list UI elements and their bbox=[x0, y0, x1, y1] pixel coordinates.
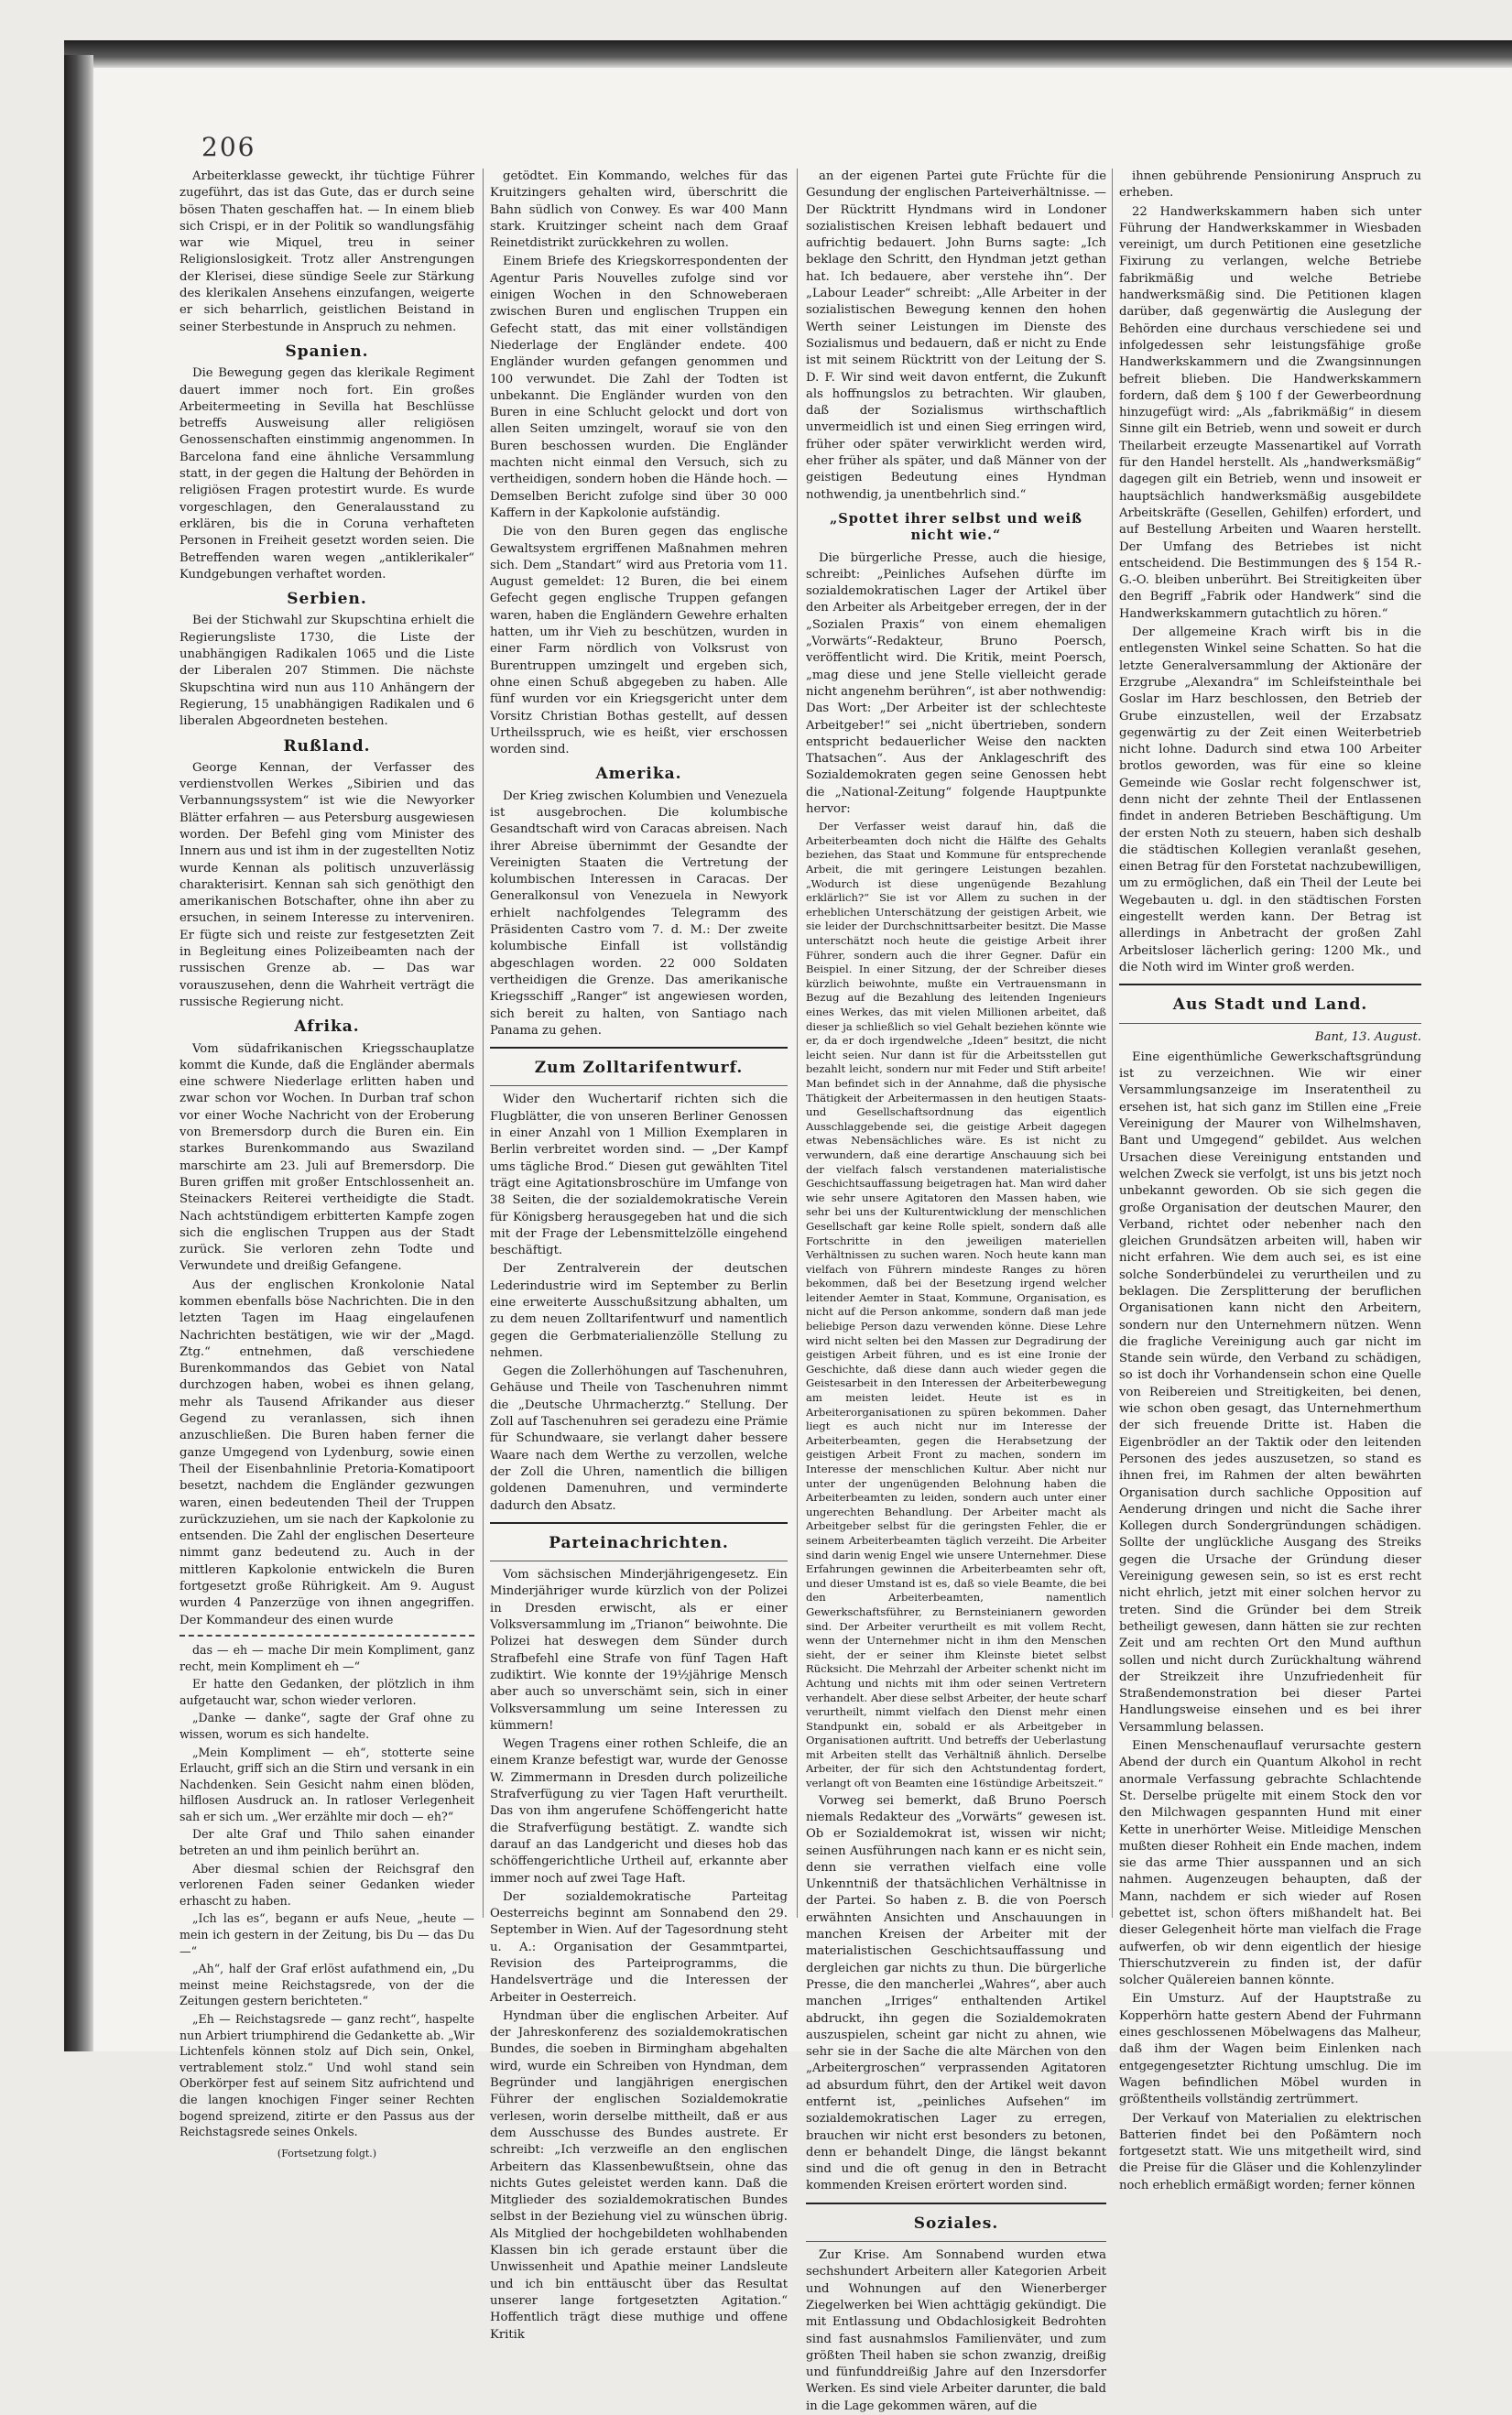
article-paragraph: Der Krieg zwischen Kolumbien und Venezuela ist ausgebrochen. Die kolumbische Gesandtschaft wird von Caracas abreisen. Nach ihrer Abreise übernimmt der Gesandte der Vereinigten Staaten die Vertretung der kolumbischen Interessen in Caracas. Der Generalkonsul von Venezuela in Newyork erhielt nachfolgendes Telegramm des Präsidenten Castro vom 7. d. M.: Der zweite kolumbische Einfall ist vollständig abgeschlagen worden. 22 000 Soldaten vertheidigen die Grenze. Das amerikanische Kriegsschiff „Ranger“ ist angewiesen worden, sich bereit zu halten, von Santiago nach Panama zu gehen. bbox=[490, 789, 788, 1038]
article-paragraph: an der eigenen Partei gute Früchte für die Gesundung der englischen Parteiverhältnisse. — Der Rücktritt Hyndmans wird in Londoner sozialistischen Kreisen lebhaft bedauert und aufrichtig bedauert. John Burns sagte: „Ich beklage den Schritt, den Hyndman jetzt gethan hat. Ich bedauere, aber verstehe ihn“. Der „Labour Leader“ schreibt: „Alle Arbeiter in der sozialistischen Bewegung kennen den hohen Werth seiner Leistungen im Dienste des Sozialismus und bedauern, daß er nicht zu Ende ist mit seinem Rücktritt von der Leitung der S. D. F. Wir sind weit davon entfernt, die Zukunft als hoffnungslos zu betrachten. Wir glauben, daß der Sozialismus wirthschaftlich unvermeidlich ist und einen Sieg erringen wird, früher oder später verwirklicht werden wird, eher früher als später, und daß Männer von der geistigen Bedeutung eines Hyndman nothwendig, ja unentbehrlich sind.“ bbox=[806, 169, 1106, 502]
article-paragraph: Aus der englischen Kronkolonie Natal kommen ebenfalls böse Nachrichten. Die in den letzten Tagen im Haag eingelaufenen Nachrichten bestätigen, wie wir der „Magd. Ztg.“ entnehmen, daß verschiedene Burenkommandos das Gebiet von Natal durchzogen haben, wobei es ihnen gelang, mehr als Tausend Afrikander aus dieser Gegend zu veranlassen, sich ihnen anzuschließen. Die Buren haben ferner die ganze Umgegend von Lydenburg, sowie einen Theil der Eisenbahnlinie Pretoria-Komatipoort besetzt, nachdem die Engländer gezwungen waren, einen bedeutenden Theil der Truppen zurückzuziehen, um sie nach der Kapkolonie zu entsenden. Die Zahl der englischen Deserteure nimmt ganz bedeutend zu. Auch in der mittleren Kapkolonie entwickeln die Buren fortgesetzt große Rührigkeit. Am 9. August wurden 4 Panzerzüge von ihnen angegriffen. Der Kommandeur des einen wurde bbox=[179, 1278, 474, 1627]
quoted-excerpt bbox=[806, 820, 1106, 1790]
feuilleton-paragraph: Aber diesmal schien der Reichsgraf den verlorenen Faden seiner Gedanken wieder erhascht zu haben. bbox=[179, 1861, 474, 1908]
feuilleton-divider bbox=[179, 1635, 474, 1637]
section-heading-russland: Rußland. bbox=[283, 736, 371, 756]
scan-shadow bbox=[64, 40, 1512, 68]
article-paragraph: Die von den Buren gegen das englische Gewaltsystem ergriffenen Maßnahmen mehren sich. Dem „Standart“ wird aus Pretoria vom 11. August gemeldet: 12 Buren, die bei einem Gefecht gegen englische Truppen gefangen waren, haben die Engländern Gewehre erhalten hatten, um ihr Vieh zu beschützen, wurden in einer Farm nördlich von Volksrust von Burentruppen umzingelt und ergeben sich, ohne einen Schuß abgegeben zu haben. Alle fünf wurden vor ein Kriegsgericht unter dem Vorsitz Christian Bothas gestellt, auf dessen Urtheilsspruch, wie es heißt, vier erschossen worden sind. bbox=[490, 525, 788, 757]
article-paragraph: Der allgemeine Krach wirft bis in die entlegensten Winkel seine Schatten. So hat die letzte Generalversammlung der Aktionäre der Erzgrube „Alexandra“ im Schleifsteinthale bei Goslar im Harz beschlossen, den Betrieb der Grube einzustellen, weil der Erzabsatz gegenwärtig zu der Zeit einen Weiterbetrieb nicht lohne. Dadurch sind etwa 100 Arbeiter brotlos geworden, was für eine so kleine Gemeinde wie Goslar recht folgenschwer ist, denn nicht der zehnte Theil der Entlassenen findet in anderen Betrieben Beschäftigung. Um der ersten Noth zu steuern, haben sich deshalb die städtischen Kollegien veranlaßt gesehen, einen Betrag für den Forstetat nachzubewilligen, um zu ermöglichen, daß ein Theil der Leute bei Wegebauten u. dgl. in den städtischen Forsten eingestellt werden kann. Der Betrag ist allerdings in Anbetracht der großen Zahl Arbeitsloser lächerlich gering: 1200 Mk., und die Noth wird im Winter groß werden. bbox=[1119, 626, 1421, 974]
feuilleton-paragraph: Der alte Graf und Thilo sahen einander betreten an und ihm peinlich berührt an. bbox=[179, 1827, 474, 1858]
column-rule bbox=[1112, 169, 1113, 1918]
article-paragraph: getödtet. Ein Kommando, welches für das Kruitzingers gehalten wird, überschritt die Bahn südlich von Conwey. Es war 400 Mann stark. Kruitzinger scheint nach dem Graaf Reinetdistrikt zurückkehren zu wollen. bbox=[490, 169, 788, 251]
column-rule bbox=[797, 169, 798, 1918]
article-paragraph: Wider den Wuchertarif richten sich die Flugblätter, die von unseren Berliner Genossen in einer Anzahl von 1 Million Exemplaren in Berlin verbreitet worden sind. — „Der Kampf ums tägliche Brod.“ Diesen gut gewählten Titel trägt eine Agitationsbroschüre im Umfange von 38 Seiten, die der sozialdemokratische Verein für Königsberg herausgegeben hat und die sich mit der Frage der Lebensmittelzölle eingehend beschäftigt. bbox=[490, 1093, 788, 1258]
feuilleton bbox=[179, 1642, 474, 2162]
continuation-note: (Fortsetzung folgt.) bbox=[277, 2147, 377, 2159]
article-paragraph: Der Zentralverein der deutschen Lederindustrie wird im September zu Berlin eine erweiterte Ausschußsitzung abhalten, um zu dem neuen Zolltarifentwurf und namentlich gegen die Gerbmaterialienzölle Stellung zu nehmen. bbox=[490, 1262, 788, 1360]
section-heading-afrika: Afrika. bbox=[294, 1017, 360, 1037]
article-paragraph: Eine eigenthümliche Gewerkschaftsgründung ist zu verzeichnen. Wie wir einer Versammlungsanzeige im Inseratentheil zu ersehen ist, hat sich ganz im Stillen eine „Freie Vereinigung der Maurer von Wilhelmshaven, Bant und Umgegend“ gebildet. Aus welchen Ursachen diese Vereinigung entstanden und welchen Zweck sie verfolgt, ist uns bis jetzt noch unbekannt geworden. Ob sie sich gegen die große Organisation der deutschen Maurer, den Verband, richtet oder nebenher nach den gleichen Grundsätzen arbeiten will, haben wir nicht erfahren. Wie dem auch sei, es ist eine solche Sonderbündelei zu verurtheilen und zu beklagen. Die Zersplitterung der beruflichen Organisationen kann nicht den Arbeitern, sondern nur den Unternehmern nützen. Wenn die fragliche Vereinigung auch gar nicht im Stande sein würde, den Verband zu schädigen, so ist doch ihr Vorhandensein schon eine Quelle von Reibereien und Streitigkeiten, bei denen, wie schon oben gesagt, das Unternehmerthum der sich freuende Dritte ist. Haben die Eigenbrödler an der Taktik oder den leitenden Personen des jedes auszusetzen, so stand es ihnen frei, im Rahmen der alten bewährten Organisation durch sachliche Opposition auf Aenderung dringen und nicht die Sache ihrer Kollegen durch Sondergründungen schädigen. Sollte der unglückliche Ausgang des Streiks gegen die Ursache der Gründung dieser Vereinigung gewesen sein, so ist es erst recht nicht ehrlich, jetzt mit einer solchen hervor zu treten. Sind die Gründer bei dem Streik betheiligt gewesen, dann hätten sie zur rechten Zeit und am rechten Ort den Mund aufthun sollen und nicht durch Zurückhaltung während der Streikzeit ihre Unzufriedenheit für Straßendemonstration bei dieser Partei Handlungsweise einsehen und es bei ihrer Versammlung belassen. bbox=[1119, 1050, 1421, 1735]
article-paragraph: 22 Handwerkskammern haben sich unter Führung der Handwerkskammer in Wiesbaden vereinigt, um durch Petitionen eine gesetzliche Fixirung zu verlangen, welche Betriebe fabrikmäßig und welche Betriebe handwerksmäßig sind. Die Petitionen klagen darüber, daß gegenwärtig die Auslegung der Behörden eine durchaus verschiedene sei und infolgedessen sehr leistungsfähige große Handwerkskammern und die Zwangsinnungen befreit blieben. Die Handwerkskammern fordern, daß dem § 100 f der Gewerbeordnung hinzugefügt wird: „Als „fabrikmäßig“ in diesem Sinne gilt ein Betrieb, wenn und soweit er durch Theilarbeit erzeugte Massenartikel auf Vorrath für den Handel herstellt. Als „handwerksmäßig“ dagegen gilt ein Betrieb, wenn und insoweit er hauptsächlich handwerksmäßig ausgebildete Arbeitskräfte (Gesellen, Gehilfen) erfordert, und auf Bestellung Arbeiten und Waaren herstellt. Der Umfang des Betriebes ist nicht entscheidend. Die Bestimmungen des § 154 R.-G.-O. bleiben unberührt. Bei Streitigkeiten über den Begriff „Fabrik oder Handwerk“ sind die Handwerkskammern gutachtlich zu hören.“ bbox=[1119, 204, 1421, 621]
quoted-paragraph: Der Verfasser weist darauf hin, daß die Arbeiterbeamten doch nicht die Hälfte des Gehalts beziehen, das Staat und Kommune für entsprechende Arbeit, die mit geringere Leistungen bezahlen. „Wodurch ist diese ungenügende Bezahlung erklärlich?“ Sie ist vor Allem zu suchen in der erheblichen Unterschätzung der geistigen Arbeit, wie sie leider der Durchschnittsarbeiter besitzt. Die Masse unterschätzt noch heute die geistige Arbeit ihrer Führer, sondern auch die ihrer Gegner. Dafür ein Beispiel. In einer Sitzung, der der Schreiber dieses kürzlich beiwohnte, mußte ein Vertrauensmann in Bezug auf die Bezahlung des leitenden Ingenieurs eines Werkes, das mit vielen Millionen arbeitet, daß dieser ja schließlich so viel Gehalt beziehen könnte wie er, da er doch irgendwelche „Ideen“ besitzt, die nicht leicht seien. Nur dann ist für die Arbeitsstellen gut bezahlt leicht, sondern nur mit Feder und Stift arbeite! Man befindet sich in der Annahme, daß die physische Thätigkeit der Arbeitermassen in den heutigen Staats- und Gesellschaftsordnung das eigentlich Ausschlaggebende sei, die geistige Arbeit dagegen etwas Nebensächliches wäre. Es ist nicht zu verwundern, daß eine derartige Anschauung sich bei der vielfach falsch verstandenen materialistische Geschichtsauffassung beigetragen hat. Man wird daher wie sehr unsere Agitatoren den Massen haben, wie sehr bei uns der Kulturentwicklung der menschlichen Gesellschaft gar keine Rolle spielt, sondern daß alle Fortschritte in den jeweiligen materiellen Verhältnissen zu suchen waren. Noch heute kann man vielfach von Führern mindeste Ranges zu hören bekommen, daß bei der Besetzung irgend welcher leitender Aemter in Staat, Kommune, Organisation, es nicht auf die Person ankomme, sondern daß man jede beliebige Person dazu verwenden könne. Diese Lehre wird nicht selten bei den Massen zur Degradirung der geistigen Arbeit führen, und es ist eine Ironie der Geschichte, daß diese dann auch wieder gegen die Geistesarbeit in den Interessen der Arbeiterbewegung am meisten leidet. Heute ist es in Arbeiterorganisationen zu spüren bekommen. Daher liegt es auch nicht nur im Interesse der Arbeiterbeamten, gegen die Herabsetzung der geistigen Arbeit Front zu machen, sondern im Interesse der menschlichen Kultur. Aber nicht nur unter der ungenügenden Belohnung haben die Arbeiterbeamten zu leiden, sondern auch unter einer ungerechten Behandlung. Der Arbeiter macht als Arbeitgeber selbst für die geringsten Fehler, die er seinem Arbeiterbeamten täglich verzeiht. Die Arbeiter sind darin wenig Engel wie unsere Unternehmer. Diese Erfahrungen gewinnen die Arbeiterbeamten sehr oft, und dieser Umstand ist es, daß so viele Beamte, die bei den Arbeiterbeamten, namentlich Gewerkschaftsführer, zu Bernsteinianern geworden sind. Der Arbeiter verurtheilt es mit vollem Recht, wenn der Unternehmer nicht in ihm den Menschen sieht, der er seiner ihm Kleinste bietet selbst Rücksicht. Die Mehrzahl der Arbeiter schenkt nicht im Achtung und nichts mit ihm oder seinen Vertretern verhandelt. Aber diese selbst Arbeiter, der heute scharf verurtheilt, nimmt vielfach den Dienst mehr einen Standpunkt ein, sobald er als Arbeitgeber in Organisationen auftritt. Und betreffs der Ueberlastung mit Arbeiten stellt das Verhältniß ähnlich. Derselbe Arbeiter, der für sich den Achtstundentag fordert, verlangt oft von Beamten eine 16stündige Arbeitszeit.“ bbox=[806, 820, 1106, 1790]
column-1 bbox=[179, 169, 474, 2159]
section-heading-serbien: Serbien. bbox=[287, 590, 367, 609]
feuilleton-paragraph: das — eh — mache Dir mein Kompliment, ganz recht, mein Kompliment eh —“ bbox=[179, 1642, 474, 1673]
article-paragraph: Einem Briefe des Kriegskorrespondenten der Agentur Paris Nouvelles zufolge sind vor einigen Wochen in den Schnoweberaen zwischen Buren und englischen Truppen ein Gefecht statt, das mit einer vollständigen Niederlage der Engländer endete. 400 Engländer wurden gefangen genommen und 100 verwundet. Die Zahl der Todten ist unbekannt. Die Engländer wurden von den Buren in eine Schlucht gelockt und dort von allen Seiten umzingelt, worauf sie von den Buren beschossen wurden. Die Engländer machten nicht einmal den Versuch, sich zu vertheidigen, sondern hoben die Hände hoch. — Demselben Bericht zufolge sind über 30 000 Kaffern in der Kapkolonie aufständig. bbox=[490, 255, 788, 520]
article-paragraph: Hyndman über die englischen Arbeiter. Auf der Jahreskonferenz des sozialdemokratischen Bundes, die soeben in Birmingham abgehalten wird, wurde ein Schreiben von Hyndman, dem Begründer und langjährigen energischen Führer der englischen Sozialdemokratie verlesen, worin derselbe mittheilt, daß er aus dem Ausschusse des Bundes austrete. Er schreibt: „Ich verzweifle an den englischen Arbeitern das Klassenbewußtsein, ohne das nichts Gutes geleistet werden kann. Daß die Mitglieder des sozialdemokratischen Bundes selbst in der Beziehung viel zu wünschen übrig. Als Mitglied der hochgebildeten wohlhabenden Klassen bin ich gerade erstaunt über die Unwissenheit und Apathie meiner Landsleute und ich bin enttäuscht über das Resultat unserer lange fortgesetzten Agitation.“ Hoffentlich trägt diese muthige und offene Kritik bbox=[490, 2008, 788, 2342]
section-heading-stadt-land: Aus Stadt und Land. bbox=[1172, 995, 1368, 1015]
article-paragraph: George Kennan, der Verfasser des verdienstvollen Werkes „Sibirien und das Verbannungssystem“ ist wie die Newyorker Blätter erfahren — aus Petersburg ausgewiesen worden. Der Befehl ging vom Minister des Innern aus und ist ihm in der zugestellten Notiz wurde Kennan als politisch unzuverlässig charakterisirt. Kennan sah sich genöthigt den amerikanischen Botschafter, ohne ihn aber zu ersuchen, in seinem Interesse zu interveniren. Er fügte sich und reiste zur festgesetzten Zeit in Begleitung eines Polizeibeamten nach der russischen Grenze ab. — Das war vorauszusehen, denn die Wahrheit verträgt die russische Regierung nicht. bbox=[179, 760, 474, 1009]
section-heading-spanien: Spanien. bbox=[285, 342, 369, 361]
article-paragraph: Zur Krise. Am Sonnabend wurden etwa sechshundert Arbeitern aller Kategorien Arbeit und Wohnungen auf den Wienerberger Ziegelwerken bei Wien achttägig gekündigt. Die mit Entlassung und Obdachlosigkeit Bedrohten sind fast ausnahmslos Familienväter, und zum größten Theil haben sie schon zwanzig, dreißig und fünfunddreißig Jahre auf den Inzersdorfer Werken. Es sind viele Arbeiter darunter, die bald in die Lage gekommen wären, auf die bbox=[806, 2248, 1106, 2413]
feuilleton-paragraph: „Ich las es“, begann er aufs Neue, „heute — mein ich gestern in der Zeitung, bis Du — das Du —“ bbox=[179, 1911, 474, 1958]
feuilleton-paragraph: Er hatte den Gedanken, der plötzlich in ihm aufgetaucht war, schon wieder verloren. bbox=[179, 1677, 474, 1707]
article-paragraph: Ein Umsturz. Auf der Hauptstraße zu Kopperhörn hatte gestern Abend der Fuhrmann eines geschlossenen Möbelwagens das Malheur, daß ihm der Wagen beim Einlenken nach entgegengesetzter Richtung umschlug. Die im Wagen befindlichen Möbel wurden in größtentheils vollständig zertrümmert. bbox=[1119, 1992, 1421, 2107]
section-box-partei bbox=[490, 1522, 788, 1561]
article-paragraph: Der Verkauf von Materialien zu elektrischen Batterien findet bei den Poßämtern noch fortgesetzt statt. Wie uns mitgetheilt wird, sind die Preise für die Gläser und die Kohlenzylinder noch erheblich ermäßigt worden; ferner können bbox=[1119, 2111, 1421, 2192]
article-paragraph: Die bürgerliche Presse, auch die hiesige, schreibt: „Peinliches Aufsehen dürfte im sozialdemokratischen Lager der Artikel über den Arbeiter als Arbeitgeber erregen, der in der „Sozialen Praxis“ von einem ehemaligen „Vorwärts“-Redakteur, Bruno Poersch, veröffentlicht wird. Die Kritik, meint Poersch, „mag diese und jene Stelle vielleicht gerade nicht angenehm berühren“, ist aber nothwendig: Das Wort: „Der Arbeiter ist der schlechteste Arbeitgeber!“ sei „nicht übertrieben, sondern entspricht bedauerlicher Weise den nackten Thatsachen“. Aus der Anklageschrift des Sozialdemokraten gegen seine Genossen hebt die „National-Zeitung“ folgende Hauptpunkte hervor: bbox=[806, 550, 1106, 816]
feuilleton-paragraph: „Eh — Reichstagsrede — ganz recht“, haspelte nun Arbiert triumphirend die Gedankette ab. „Wir Lichtenfels können stolz auf Dich sein, Onkel, vertrablement stolz.“ Und wohl stand sein Oberkörper fest auf seinem Sitz aufrichtend und die langen knochigen Finger seiner Rechten bogend spreizend, zitirte er den Passus aus der Reichstagsrede seines Onkels. bbox=[179, 2012, 474, 2139]
article-paragraph: Die Bewegung gegen das klerikale Regiment dauert immer noch fort. Ein großes Arbeitermeeting in Sevilla hat Beschlüsse betreffs Ausweisung aller religiösen Genossenschaften einstimmig angenommen. In Barcelona fand eine ähnliche Versammlung statt, in der gegen die Haltung der Behörden in religiösen Fragen protestirt wurde. Es wurde vorgeschlagen, den Generalausstand zu erklären, bis die in Coruna verhafteten Personen in Freiheit gesetzt worden seien. Die Betreffenden waren wegen „antiklerikaler“ Kundgebungen verhaftet worden. bbox=[179, 366, 474, 582]
section-box-zolltarif bbox=[490, 1047, 788, 1086]
article-paragraph: Gegen die Zollerhöhungen auf Taschenuhren, Gehäuse und Theile von Taschenuhren nimmt die „Deutsche Uhrmacherztg.“ Stellung. Der Zoll auf Taschenuhren sei geradezu eine Prämie für Schundwaare, sie verlangt daher bessere Waare nach dem Werthe zu verzollen, welche der Zoll die Uhren, namentlich die billigen goldenen Damenuhren, und verminderte dadurch den Absatz. bbox=[490, 1365, 788, 1513]
article-paragraph: Wegen Tragens einer rothen Schleife, die an einem Kranze befestigt war, wurde der Genosse W. Zimmermann in Dresden durch polizeiliche Strafverfügung zu vier Tagen Haft verurtheilt. Das von ihm angerufene Schöffengericht hatte die Strafverfügung bestätigt. Z. wandte sich darauf an das Landgericht und dieses hob das schöffengerichtliche Urtheil auf, erkannte aber immer noch auf zwei Tage Haft. bbox=[490, 1737, 788, 1886]
article-paragraph: Arbeiterklasse geweckt, ihr tüchtige Führer zugeführt, das ist das Gute, das er durch seine bösen Thaten geschaffen hat. — In einem blieb sich Crispi, er in der Politik so wandlungsfähig war wie Miquel, treu in seiner Religionslosigkeit. Trotz aller Anstrengungen der Klerisei, diese sündige Seele zur Stärkung des klerikalen Ansehens einzufangen, weigerte er sich beharrlich, geistlichen Beistand in seiner Sterbestunde in Anspruch zu nehmen. bbox=[179, 169, 474, 334]
section-heading-soziales: Soziales. bbox=[913, 2214, 999, 2233]
article-paragraph: Einen Menschenauflauf verursachte gestern Abend der durch ein Quantum Alkohol in recht anormale Verfassung gebrachte Schlachtende St. Derselbe prügelte mit einem Stock den vor den Milchwagen gespannten Hund mit einer Kette in unerhörter Weise. Mitleidige Menschen mußten dieser Rohheit ein Ende machen, indem sie das arme Thier ausspannen und an sich nahmen. Augenzeugen behaupten, daß der Mann, nachdem er sich wieder auf Rosen gebettet ist, schon öfters mißhandelt hat. Bei dieser Gelegenheit hörte man vielfach die Frage aufwerfen, ob wir denn eigentlich der hiesige Thierschutzverein zu finden ist, der dafür solcher Quälereien bannen könnte. bbox=[1119, 1739, 1421, 1988]
column-4 bbox=[1119, 169, 1421, 2192]
feuilleton-paragraph: „Ah“, half der Graf erlöst aufathmend ein, „Du meinst meine Reichstagsrede, von der die Zeitungen gestern berichteten.“ bbox=[179, 1962, 474, 2008]
article-paragraph: Bei der Stichwahl zur Skupschtina erhielt die Regierungsliste 1730, die Liste der unabhängigen Radikalen 1065 und die Liste der Liberalen 207 Stimmen. Die nächste Skupschtina wird nun aus 110 Anhängern der Regierung, 15 unabhängigen Radikalen und 6 liberalen Abgeordneten bestehen. bbox=[179, 614, 474, 729]
article-paragraph: Vom sächsischen Minderjährigengesetz. Ein Minderjähriger wurde kürzlich von der Polizei in Dresden erwischt, als er einer Volksversammlung im „Trianon“ beiwohnte. Die Polizei hat deswegen dem Sünder durch Strafbefehl eine Strafe von fünf Tagen Haft zudiktirt. Wie konnte der 19½jährige Mensch aber auch so unverschämt sein, sich in einer Volksversammlung um seine Interessen zu kümmern! bbox=[490, 1568, 788, 1733]
article-paragraph: Vorweg sei bemerkt, daß Bruno Poersch niemals Redakteur des „Vorwärts“ gewesen ist. Ob er Sozialdemokrat ist, wissen wir nicht; seinen Ausführungen nach kann er es nicht sein, denn sie verrathen vielfach eine volle Unkenntniß der thatsächlichen Verhältnisse in der Partei. So haben z. B. die von Poersch erwähnten Ansichten und Anschauungen in manchen Kreisen der Arbeiter mit der materialistischen Geschichtsauffassung und dergleichen gar nichts zu thun. Die bürgerliche Presse, die den mancherlei „Wahres“, aber auch manchen „Irriges“ enthaltenden Artikel abdruckt, ihn gegen die Sozialdemokraten auszuspielen, scheint gar nicht zu ahnen, wie sehr sie in der Sache die alte Märchen von den „Arbeitergroschen“ verprassenden Agitatoren ad absurdum führt, den der Artikel weit davon entfernt ist, „peinliches Aufsehen“ im sozialdemokratischen Lager zu erregen, brauchen wir nicht erst besonders zu betonen, denn er behandelt Dinge, die längst bekannt sind und die oft genug in den in Betracht kommenden Kreisen erörtert worden sind. bbox=[806, 1793, 1106, 2193]
feuilleton-paragraph: „Danke — danke“, sagte der Graf ohne zu wissen, worum es sich handelte. bbox=[179, 1711, 474, 1741]
dateline: Bant, 13. August. bbox=[1314, 1029, 1421, 1044]
feuilleton-paragraph: „Mein Kompliment — eh“, stotterte seine Erlaucht, griff sich an die Stirn und versank in ein Nachdenken. Sein Gesicht nahm einen blöden, hilflosen Ausdruck an. In ratloser Verlegenheit sah er sich um. „Wer erzählte mir doch — eh?“ bbox=[179, 1745, 474, 1823]
section-box-soziales bbox=[806, 2203, 1106, 2242]
section-heading-amerika: Amerika. bbox=[595, 765, 682, 784]
section-box-stadt-land bbox=[1119, 984, 1421, 1023]
section-heading-parteinachrichten: Parteinachrichten. bbox=[549, 1533, 729, 1552]
column-rule bbox=[483, 169, 484, 1918]
article-paragraph: ihnen gebührende Pensionirung Anspruch zu erheben. bbox=[1119, 169, 1421, 201]
column-3 bbox=[806, 169, 1106, 2413]
column-2 bbox=[490, 169, 788, 2342]
section-heading-spott: „Spottet ihrer selbst und weiß nicht wie.“ bbox=[829, 510, 1083, 544]
book-binding bbox=[64, 55, 93, 2051]
section-heading-zolltarif: Zum Zolltarifentwurf. bbox=[534, 1059, 744, 1078]
article-paragraph: Der sozialdemokratische Parteitag Oesterreichs beginnt am Sonnabend den 29. September in Wien. Auf der Tagesordnung steht u. A.: Organisation der Gesammtpartei, Revision des Parteiprogramms, die Handelsverträge und die Interessen der Arbeiter in Oesterreich. bbox=[490, 1889, 788, 2005]
page-number: 206 bbox=[201, 132, 256, 162]
article-paragraph: Vom südafrikanischen Kriegsschauplatze kommt die Kunde, daß die Engländer abermals eine schwere Niederlage erlitten haben und zwar schon vor Wochen. In Durban traf schon vor einer Woche Nachricht von der Eroberung von Bremersdorp durch die Buren ein. Ein starkes Burenkommando aus Swaziland marschirte am 23. Juli auf Bremersdorp. Die Buren griffen mit großer Entschlossenheit an. Steinackers Reiterei vertheidigte die Stadt. Nach achtstündigem erbitterten Kampfe zogen sich die englischen Truppen aus der Stadt zurück. Sie verloren zehn Todte und Verwundete und dreißig Gefangene. bbox=[179, 1041, 474, 1274]
